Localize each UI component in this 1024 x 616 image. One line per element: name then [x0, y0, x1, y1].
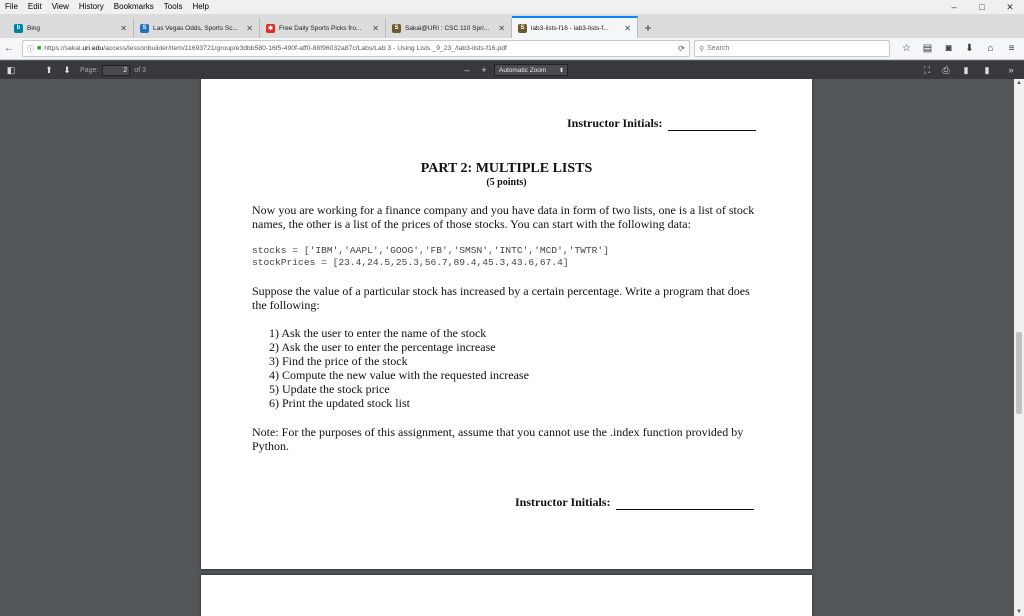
pdf-toolbar: [0, 61, 1024, 79]
chevron-down-icon: ⬍: [558, 67, 564, 74]
url-bar[interactable]: [22, 40, 690, 57]
url-text: https://sakai.uri.edu/access/lessonbuilder/item/11693721/group/e3dbb580-16f5-490f-aff0-88f96032a87c/Labs/Lab 3 - Using Lists _9_23_/lab3-lists-f16.pdf: [44, 45, 507, 52]
search-icon: ⚲: [699, 45, 705, 53]
bookmark-star-icon[interactable]: ☆: [902, 43, 911, 54]
tab-label: Sakai@URI : CSC 110 Spri...: [405, 24, 490, 32]
menu-edit[interactable]: Edit: [27, 2, 42, 11]
picks-site-icon: ✱: [267, 25, 274, 32]
part-title: PART 2: MULTIPLE LISTS: [420, 161, 593, 176]
zoom-in-icon[interactable]: +: [481, 65, 487, 75]
tab-sports-odds[interactable]: [134, 18, 260, 38]
sakai-icon: S: [518, 24, 527, 33]
bookmark-icon[interactable]: ▮: [984, 64, 990, 75]
bing-icon: b: [14, 24, 23, 33]
print-icon[interactable]: ⎙: [942, 64, 950, 75]
tab-label: lab3-lists-f16 - lab3-lists-f...: [531, 24, 609, 32]
menu-help[interactable]: Help: [192, 2, 209, 11]
scroll-up-icon[interactable]: ▲: [1016, 80, 1022, 86]
sidebar-toggle-icon[interactable]: ◧: [6, 64, 16, 75]
maximize-button[interactable]: □: [979, 2, 985, 12]
page-total: of 3: [134, 66, 146, 74]
home-icon[interactable]: ⌂: [987, 43, 994, 54]
back-arrow-icon[interactable]: ←: [4, 43, 14, 54]
zoom-out-icon[interactable]: –: [464, 65, 470, 75]
tab-close-icon[interactable]: ✕: [372, 23, 379, 33]
tools-menu-icon[interactable]: »: [1008, 65, 1014, 75]
scroll-down-icon[interactable]: ▼: [1016, 609, 1022, 615]
tab-bing[interactable]: [8, 18, 134, 38]
vertical-scrollbar[interactable]: [1014, 79, 1024, 616]
lock-icon: ■: [37, 45, 42, 52]
menu-bar: [0, 0, 1024, 14]
download-icon[interactable]: ⬇: [965, 43, 974, 54]
menu-file[interactable]: File: [5, 2, 18, 11]
search-placeholder: Search: [707, 45, 730, 52]
next-page-icon[interactable]: ⬇: [63, 64, 71, 75]
tab-close-icon[interactable]: ✕: [498, 23, 505, 33]
instructor-initials-top: Instructor Initials:: [567, 116, 756, 131]
browser-toolbar: [896, 40, 1022, 57]
previous-page-icon[interactable]: ⬆: [45, 64, 53, 75]
scroll-thumb[interactable]: [1016, 332, 1022, 414]
page-number-input[interactable]: [102, 65, 130, 76]
navigation-bar: [0, 38, 1024, 60]
pdf-viewport: [0, 79, 1014, 616]
zoom-value: Automatic Zoom: [499, 66, 547, 74]
code-stock-prices: stockPrices = [23.4,24.5,25.3,56.7,89.4,45.3,43.6,67.4]: [252, 257, 569, 268]
menu-history[interactable]: History: [78, 2, 104, 11]
list-item: 2) Ask the user to enter the percentage increase: [269, 340, 496, 354]
list-item: 6) Print the updated stock list: [269, 396, 410, 410]
window-controls: [940, 0, 1024, 14]
pdf-next-page: [201, 575, 812, 616]
tab-bar: [0, 14, 1024, 38]
zoom-select[interactable]: [494, 64, 568, 76]
menu-view[interactable]: View: [51, 2, 69, 11]
list-item: 5) Update the stock price: [269, 382, 390, 396]
tab-sakai[interactable]: [386, 18, 512, 38]
code-stocks: stocks = ['IBM','AAPL','GOOG','FB','SMSN','INTC','MCD','TWTR']: [252, 245, 609, 256]
tab-close-icon[interactable]: ✕: [120, 23, 127, 33]
reading-list-icon[interactable]: ▤: [922, 43, 933, 54]
steps-list: [269, 326, 529, 410]
tab-label: Las Vegas Odds, Sports Sc...: [153, 24, 238, 32]
hamburger-menu-icon[interactable]: ≡: [1008, 43, 1015, 54]
new-tab-button[interactable]: +: [644, 21, 652, 35]
search-input[interactable]: [694, 40, 890, 57]
reload-icon[interactable]: ⟳: [678, 44, 685, 53]
info-icon[interactable]: ⓘ: [27, 45, 34, 53]
save-icon[interactable]: ▮: [963, 64, 969, 75]
tab-label: Free Daily Sports Picks fro...: [279, 24, 362, 32]
page-label: Page:: [80, 66, 99, 74]
list-item: 3) Find the price of the stock: [269, 354, 408, 368]
tab-label: Bing: [27, 24, 41, 32]
pocket-icon[interactable]: ◙: [945, 43, 952, 54]
minimize-button[interactable]: –: [951, 2, 957, 12]
sports-site-icon: S: [140, 24, 149, 33]
pdf-page: [201, 79, 812, 569]
tab-lab3-pdf[interactable]: [512, 16, 638, 38]
part-points: (5 points): [486, 177, 527, 188]
menu-tools[interactable]: Tools: [163, 2, 183, 11]
close-window-button[interactable]: ✕: [1006, 2, 1014, 12]
note-paragraph: Note: For the purposes of this assignment, assume that you cannot use the .index function provided by Python.: [252, 425, 744, 453]
list-item: 1) Ask the user to enter the name of the stock: [269, 326, 487, 340]
list-item: 4) Compute the new value with the requested increase: [269, 368, 529, 382]
menu-bookmarks[interactable]: Bookmarks: [113, 2, 154, 11]
presentation-mode-icon[interactable]: ⛶: [923, 64, 931, 75]
instructor-initials-bottom: Instructor Initials:: [515, 495, 754, 510]
task-paragraph: Suppose the value of a particular stock has increased by a certain percentage. Write a program that does the following:: [252, 284, 750, 312]
tab-close-icon[interactable]: ✕: [624, 23, 631, 33]
intro-paragraph: Now you are working for a finance company and you have data in form of two lists, one is a list of stock names, the other is a list of the prices of those stocks. You can start with the following data:: [252, 203, 755, 231]
tab-sports-picks[interactable]: [260, 18, 386, 38]
sakai-icon: S: [392, 24, 401, 33]
tab-close-icon[interactable]: ✕: [246, 23, 253, 33]
